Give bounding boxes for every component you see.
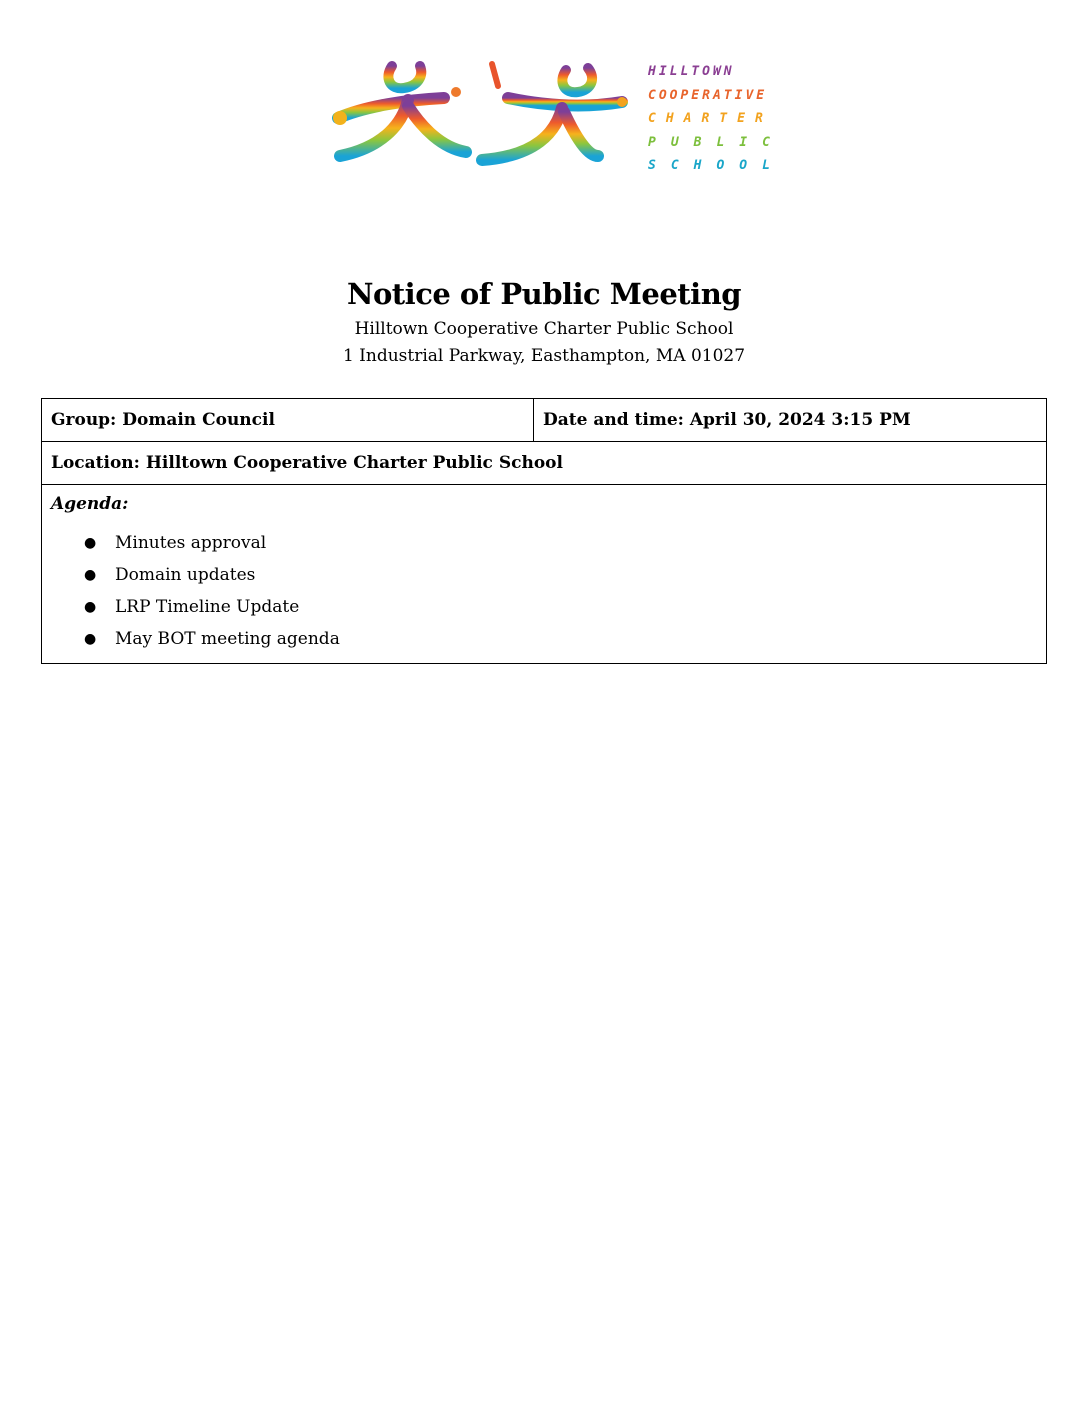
logo-line-school: SCHOOL <box>648 158 785 173</box>
agenda-item-text: Domain updates <box>115 565 256 585</box>
logo-line-hilltown: HILLTOWN <box>648 64 735 79</box>
school-logo <box>326 56 786 176</box>
meeting-details-table <box>41 398 1047 664</box>
list-item <box>51 529 1037 561</box>
logo-line-public: PUBLIC <box>648 134 785 150</box>
list-item <box>51 593 1037 625</box>
agenda-item-text: LRP Timeline Update <box>115 597 300 617</box>
datetime-cell: Date and time: April 30, 2024 3:15 PM <box>534 399 1047 442</box>
logo-figures-icon <box>326 56 636 176</box>
location-cell: Location: Hilltown Cooperative Charter Public School <box>42 442 1047 485</box>
agenda-item-text: May BOT meeting agenda <box>115 629 340 649</box>
organization-name: Hilltown Cooperative Charter Public School <box>354 319 734 339</box>
organization-address: 1 Industrial Parkway, Easthampton, MA 01027 <box>342 346 746 366</box>
logo-line-cooperative: COOPERATIVE <box>648 87 768 103</box>
list-item <box>51 561 1037 593</box>
agenda-label: Agenda: <box>51 494 129 514</box>
table-row <box>42 485 1047 664</box>
logo-wordmark <box>648 60 785 178</box>
bullet-icon: ● <box>84 631 97 647</box>
bullet-icon: ● <box>84 535 97 551</box>
notice-header <box>0 272 1088 370</box>
table-row <box>42 442 1047 485</box>
page-title: Notice of Public Meeting <box>346 277 742 311</box>
bullet-icon: ● <box>84 567 97 583</box>
table-row <box>42 399 1047 442</box>
list-item <box>51 625 1037 657</box>
bullet-icon: ● <box>84 599 97 615</box>
logo-line-charter: CHARTER <box>648 111 773 126</box>
group-cell: Group: Domain Council <box>42 399 534 442</box>
agenda-item-text: Minutes approval <box>115 533 267 553</box>
agenda-cell <box>42 485 1047 664</box>
agenda-list <box>51 529 1037 657</box>
